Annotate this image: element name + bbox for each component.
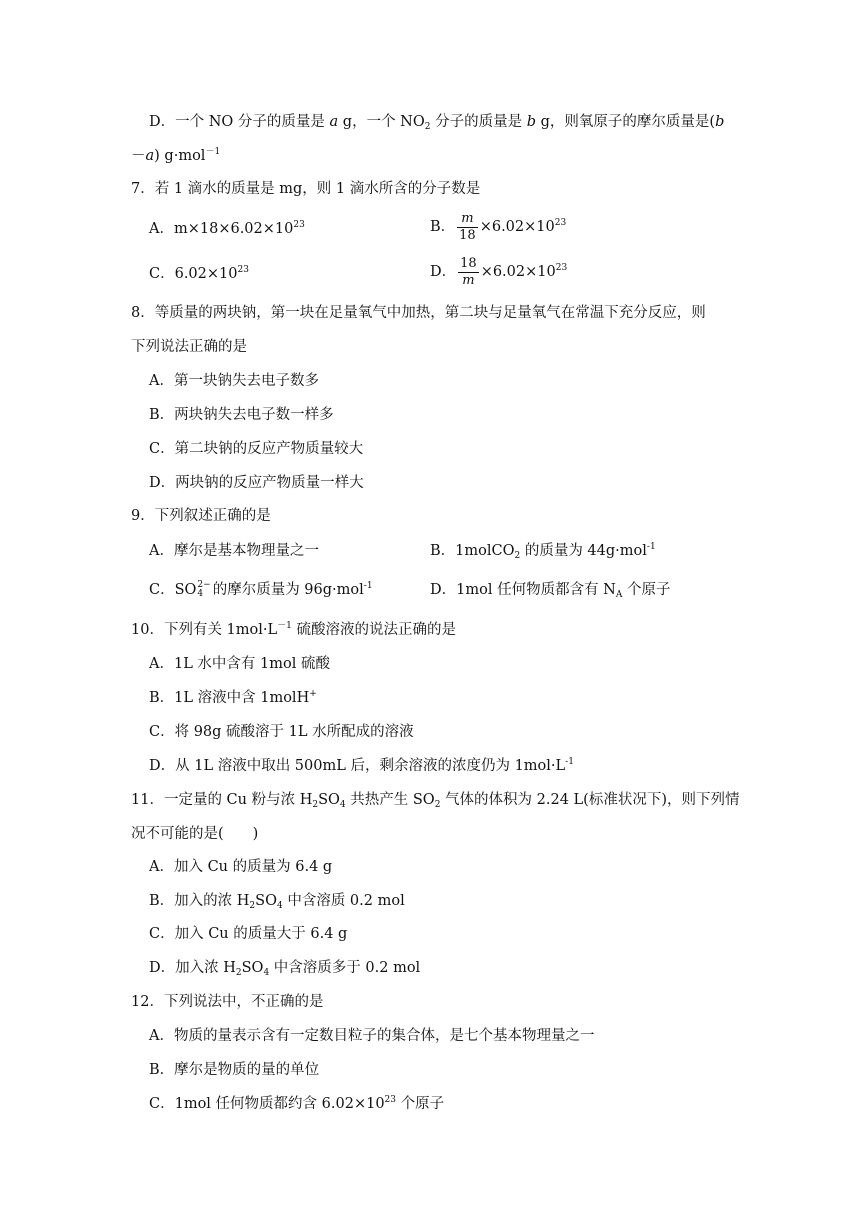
ion-charge (197, 581, 210, 599)
q11-option-c: C．加入 Cu 的质量大于 6.4 g (149, 926, 348, 942)
q9-option-d (430, 580, 670, 600)
option-text: 个原子 (396, 1096, 445, 1112)
q6-option-d-line2 (131, 146, 220, 166)
ion-charge-superscript: 2− (197, 580, 211, 590)
superscript: -1 (646, 542, 656, 552)
q6-option-d-line1 (149, 112, 724, 132)
superscript: 23 (554, 218, 567, 228)
q6-option-d-text: ) g·mol (154, 148, 206, 164)
q9-stem: 9．下列叙述正确的是 (131, 508, 271, 524)
q8-stem-line2: 下列说法正确的是 (131, 339, 247, 355)
superscript: 23 (555, 263, 568, 273)
var-b: b (715, 114, 725, 130)
q8-option-c: C．第二块钠的反应产物质量较大 (149, 441, 364, 457)
superscript: -1 (565, 757, 574, 767)
option-text: B．1molCO (430, 543, 515, 559)
subscript: 2 (235, 968, 242, 978)
subscript: 2 (249, 901, 256, 911)
subscript: 2 (312, 800, 319, 810)
option-text: D．从 1L 溶液中取出 500mL 后，剩余溶液的浓度仍为 1mol·L (149, 758, 566, 774)
option-label: D． (430, 264, 457, 280)
q11-option-b (149, 891, 405, 911)
q8-option-d: D．两块钠的反应产物质量一样大 (149, 475, 364, 491)
stem-text: 共热产生 SO (345, 792, 435, 808)
option-label: B． (430, 219, 456, 235)
option-text: 中含溶质 0.2 mol (282, 893, 405, 909)
q10-option-d (149, 756, 574, 776)
q7-stem: 7．若 1 滴水的质量是 mg，则 1 滴水所含的分子数是 (131, 181, 481, 197)
ion-charge-subscript: 4 (197, 589, 204, 599)
subscript: 4 (263, 968, 270, 978)
option-text: D．1mol 任何物质都含有 N (430, 582, 616, 598)
option-text: D．加入浓 H (149, 960, 236, 976)
option-text: B．加入的浓 H (149, 893, 250, 909)
subscript: A (615, 590, 623, 600)
option-text: C．SO (149, 582, 197, 598)
q8-stem-line1: 8．等质量的两块钠，第一块在足量氧气中加热，第二块与足量氧气在常温下充分反应，则 (131, 305, 706, 321)
stem-text: 11．一定量的 Cu 粉与浓 H (131, 792, 313, 808)
q12-option-b: B．摩尔是物质的量的单位 (149, 1062, 320, 1078)
q7-option-a (149, 219, 305, 239)
q11-option-a: A．加入 Cu 的质量为 6.4 g (149, 859, 333, 875)
fraction-numerator: m (457, 211, 478, 228)
q7-option-d (430, 255, 567, 289)
option-text: 个原子 (622, 582, 671, 598)
fraction (457, 211, 478, 244)
option-text: B．1L 溶液中含 1molH (149, 690, 310, 706)
q10-stem (131, 620, 456, 640)
option-text: C．1mol 任何物质都约含 6.02×10 (149, 1096, 385, 1112)
stem-text: 10．下列有关 1mol·L (131, 622, 278, 638)
option-text: SO (241, 960, 264, 976)
q8-option-a: A．第一块钠失去电子数多 (149, 373, 319, 389)
q6-option-d-text: g，则氧原子的摩尔质量是( (536, 114, 716, 130)
q10-option-b (149, 688, 317, 708)
superscript: 23 (384, 1095, 396, 1105)
var-b: b (526, 114, 537, 130)
var-a: a (145, 148, 155, 164)
superscript: 23 (237, 265, 249, 275)
stem-text: 气体的体积为 2.24 L(标准状况下)，则下列情 (440, 792, 740, 808)
superscript: 23 (293, 220, 305, 230)
superscript: －1 (205, 147, 221, 157)
q8-option-b: B．两块钠失去电子数一样多 (149, 407, 334, 423)
superscript: -1 (363, 581, 373, 591)
q9-option-b (430, 541, 656, 561)
q12-stem: 12．下列说法中，不正确的是 (131, 994, 324, 1010)
q7-option-c (149, 264, 249, 284)
fraction-numerator: 18 (460, 255, 477, 271)
option-text: ×6.02×10 (480, 264, 556, 280)
fraction (458, 256, 479, 289)
q6-option-d-text: 分子的质量是 (430, 114, 527, 130)
subscript: 2 (434, 800, 441, 810)
q6-option-d-text: D．一个 NO 分子的质量是 (149, 114, 330, 130)
superscript: + (309, 689, 317, 699)
q9-option-a: A．摩尔是基本物理量之一 (149, 543, 319, 559)
fraction-denominator: m (462, 272, 475, 288)
q11-option-d (149, 958, 420, 978)
q11-stem-line1 (131, 790, 740, 810)
q9-option-c (149, 580, 373, 600)
subscript: 4 (339, 800, 346, 810)
q10-option-c: C．将 98g 硫酸溶于 1L 水所配成的溶液 (149, 724, 414, 740)
q10-option-a: A．1L 水中含有 1mol 硫酸 (149, 656, 330, 672)
fraction-denominator: 18 (459, 227, 476, 243)
q12-option-c (149, 1094, 444, 1114)
var-a: a (329, 114, 339, 130)
subscript: 4 (276, 901, 283, 911)
q12-option-a: A．物质的量表示含有一定数目粒子的集合体，是七个基本物理量之一 (149, 1028, 595, 1044)
superscript: －1 (277, 621, 292, 631)
q6-option-d-text: g，一个 NO (338, 114, 425, 130)
stem-text: SO (318, 792, 340, 808)
q11-stem-line2: 况不可能的是( ) (131, 826, 259, 842)
q6-option-d-text: － (131, 148, 146, 164)
subscript: 2 (514, 551, 521, 561)
stem-text: 硫酸溶液的说法正确的是 (291, 622, 456, 638)
option-text: 的质量为 44g·mol (520, 543, 647, 559)
option-text: ×6.02×10 (479, 219, 555, 235)
option-text: 中含溶质多于 0.2 mol (269, 960, 421, 976)
subscript: 2 (424, 122, 431, 132)
option-text: C．6.02×10 (149, 266, 238, 282)
q7-option-b (430, 210, 566, 244)
option-text: SO (255, 893, 277, 909)
option-text: A．m×18×6.02×10 (149, 221, 294, 237)
option-text: 的摩尔质量为 96g·mol (212, 582, 364, 598)
